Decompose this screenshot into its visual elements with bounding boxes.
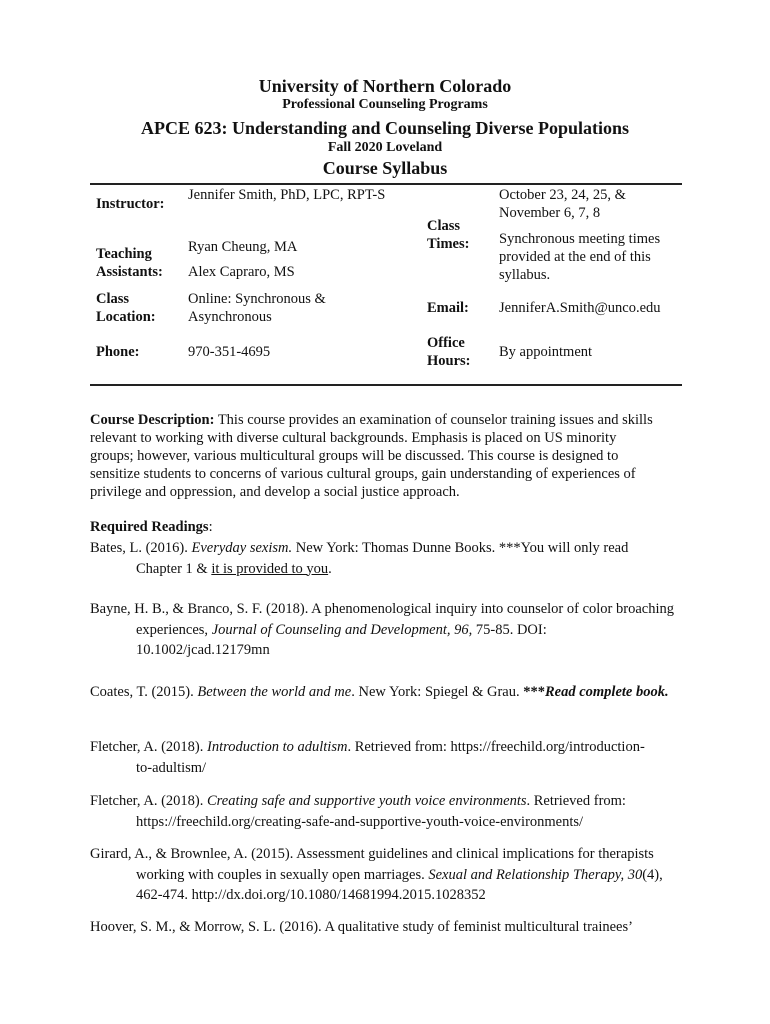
phone-label: Phone: [96,344,140,360]
office-hours-value: By appointment [499,344,593,360]
program-name: Professional Counseling Programs [282,97,488,112]
university-name: University of Northern Colorado [258,76,512,96]
document-title: Course Syllabus [322,158,448,178]
times-value-2: November 6, 7, 8 [499,205,601,221]
instructor-label: Instructor: [96,196,165,212]
top-divider [90,183,682,185]
times-label-2: Times: [427,236,470,252]
reference-fletcher-adultism: Fletcher, A. (2018). Introduction to adultism. Retrieved from: https://freechild.org/introduction- to-adultism/ [90,739,645,776]
office-hours-label-1: Office [427,335,465,351]
description-line: sensitize students to concerns of various cultural groups, gain understanding of experiences of [90,466,636,482]
bottom-divider [90,384,682,386]
email-label: Email: [427,300,469,316]
reference-hoover: Hoover, S. M., & Morrow, S. L. (2016). A qualitative study of feminist multicultural trainees’ [90,919,633,935]
ta-value-2: Alex Capraro, MS [188,264,295,280]
location-value-1: Online: Synchronous & [188,291,326,307]
times-label-1: Class [427,218,461,234]
reference-fletcher-youth-voice: Fletcher, A. (2018). Creating safe and supportive youth voice environments. Retrieved from: https://freechild.org/creating-safe-and-supportive-youth-voice-environments/ [90,793,626,830]
instructor-value: Jennifer Smith, PhD, LPC, RPT-S [188,187,386,203]
reference-bayne: Bayne, H. B., & Branco, S. F. (2018). A phenomenological inquiry into counselor of color broaching experiences, Journal of Counseling and Development, 96, 75-85. DOI: 10.1002/jcad.12179mn [90,601,674,658]
office-hours-label-2: Hours: [427,353,471,369]
description-line: groups; however, various multicultural groups will be discussed. This course is designed to [90,448,619,464]
phone-value: 970-351-4695 [188,344,271,360]
ta-label-1: Teaching [96,246,152,262]
required-readings-heading: Required Readings: [90,519,213,535]
course-term: Fall 2020 Loveland [327,140,443,155]
ta-label-2: Assistants: [96,264,163,280]
reference-coates: Coates, T. (2015). Between the world and me. New York: Spiegel & Grau. ***Read complete book. [90,684,669,700]
times-note-1: Synchronous meeting times [499,231,661,247]
times-value-1: October 23, 24, 25, & [499,187,626,203]
reference-bates: Bates, L. (2016). Everyday sexism. New York: Thomas Dunne Books. ***You will only read Chapter 1 & it is provided to you. [90,540,629,577]
description-line: privilege and oppression, and develop a social justice approach. [90,484,460,500]
description-line: This course provides an examination of counselor training issues and skills [214,412,653,428]
location-label-2: Location: [96,309,156,325]
location-label-1: Class [96,291,130,307]
course-description-label: Course Description: [90,412,215,428]
course-title: APCE 623: Understanding and Counseling Diverse Populations [140,118,630,138]
description-line: relevant to working with diverse cultural backgrounds. Emphasis is placed on US minority [90,430,617,446]
email-value[interactable]: JenniferA.Smith@unco.edu [499,300,661,316]
reference-girard: Girard, A., & Brownlee, A. (2015). Assessment guidelines and clinical implications for therapists working with couples in sexually open marriages. Sexual and Relationship Therapy, 30(4), 462-474. http://dx.doi.org/10.1080/14681994.2015.1028352 [90,846,663,903]
times-note-3: syllabus. [499,267,551,283]
ta-value-1: Ryan Cheung, MA [188,239,298,255]
location-value-2: Asynchronous [188,309,272,325]
times-note-2: provided at the end of this [499,249,651,265]
course-description [90,411,670,501]
